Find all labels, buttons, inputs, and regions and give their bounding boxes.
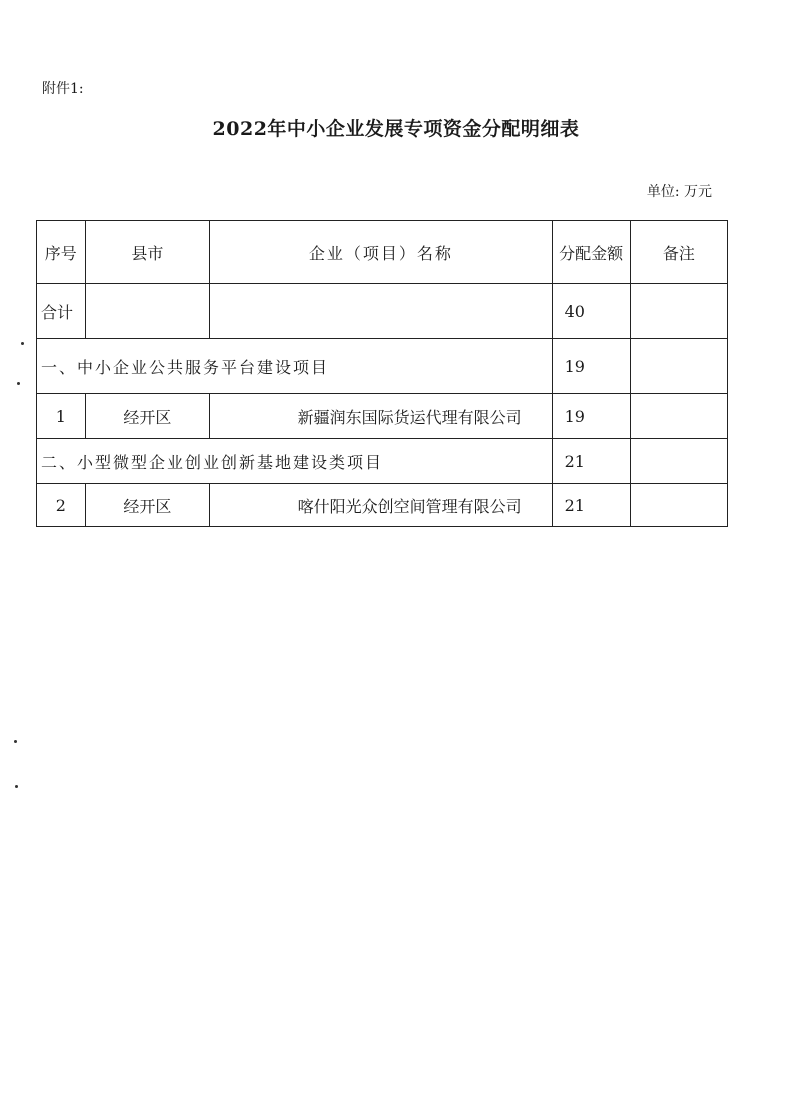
- scan-speck: [15, 785, 18, 788]
- row-company-name: 喀什阳光众创空间管理有限公司: [210, 484, 552, 527]
- row-county: 经开区: [85, 394, 210, 439]
- row-company-name: 新疆润东国际货运代理有限公司: [210, 394, 552, 439]
- section-title: 二、小型微型企业创业创新基地建设类项目: [37, 439, 553, 484]
- row-note-cell: [630, 394, 727, 439]
- unit-label: 单位: 万元: [646, 184, 712, 200]
- row-seq: 2: [37, 484, 86, 527]
- total-name-cell: [210, 284, 552, 339]
- table-row: [37, 484, 728, 527]
- section-note-cell: [630, 339, 727, 394]
- section-row: [37, 439, 728, 484]
- section-amount: 19: [552, 339, 630, 394]
- annex-label: 附件1:: [42, 81, 84, 97]
- scan-speck: [17, 382, 20, 385]
- row-amount: 19: [552, 394, 630, 439]
- row-seq: 1: [37, 394, 86, 439]
- total-label: 合计: [37, 284, 86, 339]
- row-amount: 21: [552, 484, 630, 527]
- scan-speck: [14, 740, 17, 743]
- total-row: [37, 284, 728, 339]
- total-amount: 40: [552, 284, 630, 339]
- section-title: 一、中小企业公共服务平台建设项目: [37, 339, 553, 394]
- scan-speck: [21, 342, 24, 345]
- row-county: 经开区: [85, 484, 210, 527]
- header-amount: 分配金额: [552, 221, 630, 284]
- header-note: 备注: [630, 221, 727, 284]
- total-county-cell: [85, 284, 210, 339]
- header-county: 县市: [85, 221, 210, 284]
- section-row: [37, 339, 728, 394]
- header-name: 企业（项目）名称: [210, 221, 552, 284]
- table-row: [37, 394, 728, 439]
- table-header-row: [37, 221, 728, 284]
- document-title: 2022年中小企业发展专项资金分配明细表: [212, 118, 580, 140]
- section-note-cell: [630, 439, 727, 484]
- total-note-cell: [630, 284, 727, 339]
- header-seq: 序号: [37, 221, 86, 284]
- allocation-table: [36, 220, 728, 527]
- row-note-cell: [630, 484, 727, 527]
- section-amount: 21: [552, 439, 630, 484]
